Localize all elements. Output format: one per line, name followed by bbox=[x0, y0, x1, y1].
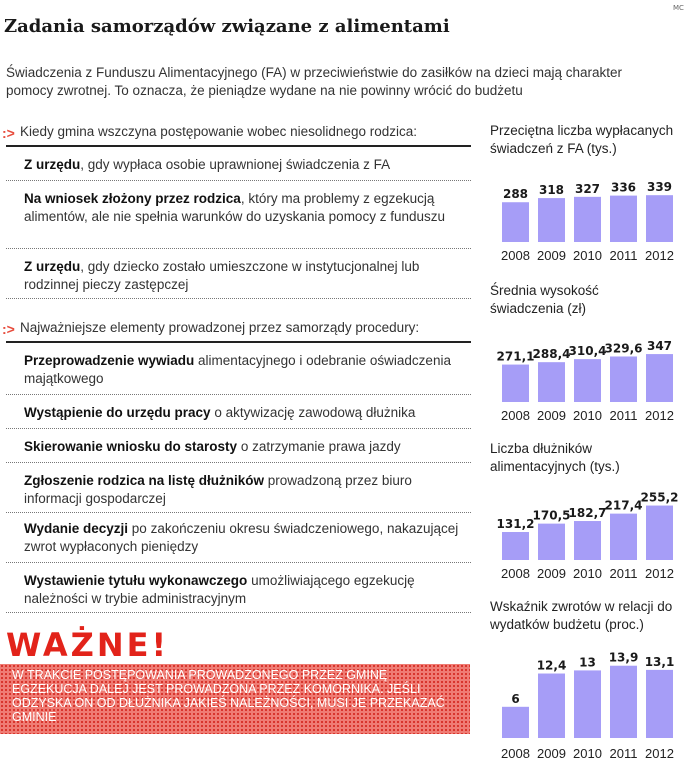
x-tick-label: 2012 bbox=[645, 408, 674, 423]
bar-2008 bbox=[502, 202, 529, 242]
bar-2009 bbox=[538, 362, 565, 402]
x-tick-label: 2009 bbox=[537, 566, 566, 581]
x-tick-label: 2009 bbox=[537, 248, 566, 263]
data-label: 255,2 bbox=[640, 490, 679, 505]
x-tick-label: 2008 bbox=[501, 746, 530, 761]
section2-item-1-text: alimentacyjnego i odebranie oświadczenia majątkowego bbox=[24, 353, 451, 386]
bar-2010 bbox=[574, 670, 601, 738]
data-label: 12,4 bbox=[536, 658, 567, 673]
chart-recovery-ratio bbox=[490, 598, 690, 761]
important-text: W TRAKCIE POSTĘPOWANIA PROWADZONEGO PRZEZ GMINĘ EGZEKUCJA DALEJ JEST PROWADZONA PRZEZ KOMORNIKA. JEŚLI ODZYSKA ON OD DŁUŻNIKA JAKIEŚ NALEŻNOŚCI, MUSI JE PRZEKAZAĆ GMINIE bbox=[12, 668, 445, 724]
bar-2009 bbox=[538, 524, 565, 560]
data-label: 182,7 bbox=[568, 506, 607, 521]
bar-2008 bbox=[502, 532, 529, 560]
data-label: 288,4 bbox=[532, 347, 571, 362]
section2-item-4-bold: Zgłoszenie rodzica na listę dłużników bbox=[24, 473, 265, 488]
important-title: WAŻNE! bbox=[6, 626, 170, 664]
x-tick-label: 2011 bbox=[609, 408, 638, 423]
bar-2010 bbox=[574, 197, 601, 242]
bar-2010 bbox=[574, 521, 601, 560]
dotted-separator bbox=[6, 462, 471, 463]
dotted-separator bbox=[6, 248, 471, 249]
bar-2012 bbox=[646, 354, 673, 402]
chart-title: Wskaźnik zwrotów w relacji do wydatków budżetu (proc.) bbox=[490, 599, 673, 632]
intro-text bbox=[6, 64, 676, 100]
section2-item-5 bbox=[24, 520, 470, 556]
section2-item-5-text: po zakończeniu okresu świadczeniowego, nakazującej zwrot wypłaconych pieniędzy bbox=[24, 521, 459, 554]
section2-item-3 bbox=[24, 438, 470, 456]
dotted-separator bbox=[6, 562, 471, 563]
section1-heading-text: Kiedy gmina wszczyna postępowanie wobec niesolidnego rodzica: bbox=[20, 124, 417, 139]
dotted-separator bbox=[6, 428, 471, 429]
section1-item-3 bbox=[24, 258, 470, 294]
bar-2008 bbox=[502, 707, 529, 738]
bar-2012 bbox=[646, 506, 673, 560]
data-label: 13 bbox=[579, 655, 596, 670]
dotted-separator bbox=[6, 512, 471, 513]
section1-item-3-bold: Z urzędu bbox=[24, 259, 81, 274]
section2-item-3-bold: Skierowanie wniosku do starosty bbox=[24, 439, 238, 454]
section2-item-4 bbox=[24, 472, 470, 508]
data-label: 170,5 bbox=[532, 508, 571, 523]
data-label: 327 bbox=[574, 181, 601, 196]
chart-benefits-count-svg bbox=[490, 160, 690, 263]
important-notice bbox=[0, 626, 472, 736]
x-tick-label: 2010 bbox=[573, 746, 602, 761]
x-tick-label: 2010 bbox=[573, 566, 602, 581]
section1-heading bbox=[0, 124, 470, 139]
section1-marker-icon: :> bbox=[2, 125, 15, 141]
chart-average-benefit-svg bbox=[490, 320, 690, 423]
section1-item-1-bold: Z urzędu bbox=[24, 157, 81, 172]
section1-item-3-text: , gdy dziecko zostało umieszczone w instytucjonalnej lub rodzinnej pieczy zastępczej bbox=[24, 259, 420, 292]
section2-item-4-text: prowadzoną przez biuro informacji gospodarczej bbox=[24, 473, 412, 506]
section1-item-1 bbox=[24, 156, 470, 174]
chart-title: Przeciętna liczba wypłacanych świadczeń z FA (tys.) bbox=[490, 123, 674, 156]
data-label: 131,2 bbox=[496, 517, 535, 532]
section1-divider bbox=[6, 145, 471, 147]
data-label: 13,1 bbox=[644, 654, 675, 669]
x-tick-label: 2009 bbox=[537, 746, 566, 761]
chart-title: Liczba dłużników alimentacyjnych (tys.) bbox=[490, 441, 620, 474]
section2-item-2-text: o aktywizację zawodową dłużnika bbox=[210, 405, 416, 420]
data-label: 271,1 bbox=[496, 349, 535, 364]
data-label: 318 bbox=[538, 183, 565, 198]
chart-title: Średnia wysokość świadczenia (zł) bbox=[490, 283, 599, 316]
x-tick-label: 2008 bbox=[501, 248, 530, 263]
data-label: 217,4 bbox=[604, 498, 643, 513]
x-tick-label: 2010 bbox=[573, 408, 602, 423]
bar-2009 bbox=[538, 198, 565, 242]
chart-debtors bbox=[490, 440, 690, 581]
data-label: 339 bbox=[646, 180, 673, 195]
bar-2011 bbox=[610, 356, 637, 402]
section2-item-6-text: umożliwiającego egzekucję należności w trybie administracyjnym bbox=[24, 573, 415, 606]
x-tick-label: 2012 bbox=[645, 248, 674, 263]
x-tick-label: 2008 bbox=[501, 408, 530, 423]
bar-2011 bbox=[610, 196, 637, 242]
data-label: 347 bbox=[646, 339, 673, 354]
section1-item-1-text: , gdy wypłaca osobie uprawnionej świadczenia z FA bbox=[80, 157, 391, 172]
data-label: 6 bbox=[511, 691, 520, 706]
dotted-separator bbox=[6, 298, 471, 299]
bar-2011 bbox=[610, 666, 637, 738]
section2-heading-text: Najważniejsze elementy prowadzonej przez samorządy procedury: bbox=[20, 320, 420, 335]
section1-item-2 bbox=[24, 190, 470, 226]
section2-item-6 bbox=[24, 572, 470, 608]
section2-marker-icon: :> bbox=[2, 321, 15, 337]
section2-item-1-bold: Przeprowadzenie wywiadu bbox=[24, 353, 195, 368]
chart-recovery-ratio-svg bbox=[490, 636, 690, 761]
data-label: 288 bbox=[502, 187, 529, 202]
bar-2012 bbox=[646, 195, 673, 242]
dotted-separator bbox=[6, 180, 471, 181]
section2-item-5-bold: Wydanie decyzji bbox=[24, 521, 129, 536]
page-title: Zadania samorządów związane z alimentami bbox=[4, 16, 450, 37]
x-tick-label: 2012 bbox=[645, 746, 674, 761]
section2-item-6-bold: Wystawienie tytułu wykonawczego bbox=[24, 573, 248, 588]
bar-2010 bbox=[574, 359, 601, 402]
intro-line-1: Świadczenia z Funduszu Alimentacyjnego (FA) w przeciwieństwie do zasiłków na dzieci mają charakter bbox=[6, 65, 623, 80]
data-label: 336 bbox=[610, 180, 637, 195]
x-tick-label: 2008 bbox=[501, 566, 530, 581]
x-tick-label: 2011 bbox=[609, 566, 638, 581]
section2-heading bbox=[0, 320, 470, 335]
x-tick-label: 2011 bbox=[609, 746, 638, 761]
section1-item-2-text: , który ma problemy z egzekucją alimentów, ale nie spełnia warunków do uzyskania pomocy z funduszu bbox=[24, 191, 445, 224]
section1-item-2-bold: Na wniosek złożony przez rodzica bbox=[24, 191, 241, 206]
x-tick-label: 2012 bbox=[645, 566, 674, 581]
bar-2008 bbox=[502, 365, 529, 402]
section2-divider bbox=[6, 341, 471, 343]
bar-2011 bbox=[610, 514, 637, 560]
data-label: 13,9 bbox=[608, 650, 639, 665]
chart-benefits-count bbox=[490, 122, 690, 263]
bar-2012 bbox=[646, 670, 673, 738]
data-label: 329,6 bbox=[604, 341, 643, 356]
section2-item-2 bbox=[24, 404, 470, 422]
data-label: 310,4 bbox=[568, 344, 607, 359]
chart-average-benefit bbox=[490, 282, 690, 423]
bar-2009 bbox=[538, 674, 565, 738]
credit-label: MC bbox=[673, 4, 684, 12]
x-tick-label: 2010 bbox=[573, 248, 602, 263]
intro-line-2: pomocy zwrotnej. To oznacza, że pieniądze wydane na nie powinny wrócić do budżetu bbox=[6, 83, 523, 98]
dotted-separator bbox=[6, 612, 471, 613]
x-tick-label: 2011 bbox=[609, 248, 638, 263]
x-tick-label: 2009 bbox=[537, 408, 566, 423]
section2-item-1 bbox=[24, 352, 470, 388]
section2-item-2-bold: Wystąpienie do urzędu pracy bbox=[24, 405, 211, 420]
dotted-separator bbox=[6, 394, 471, 395]
chart-debtors-svg bbox=[490, 478, 690, 581]
section2-item-3-text: o zatrzymanie prawa jazdy bbox=[237, 439, 401, 454]
